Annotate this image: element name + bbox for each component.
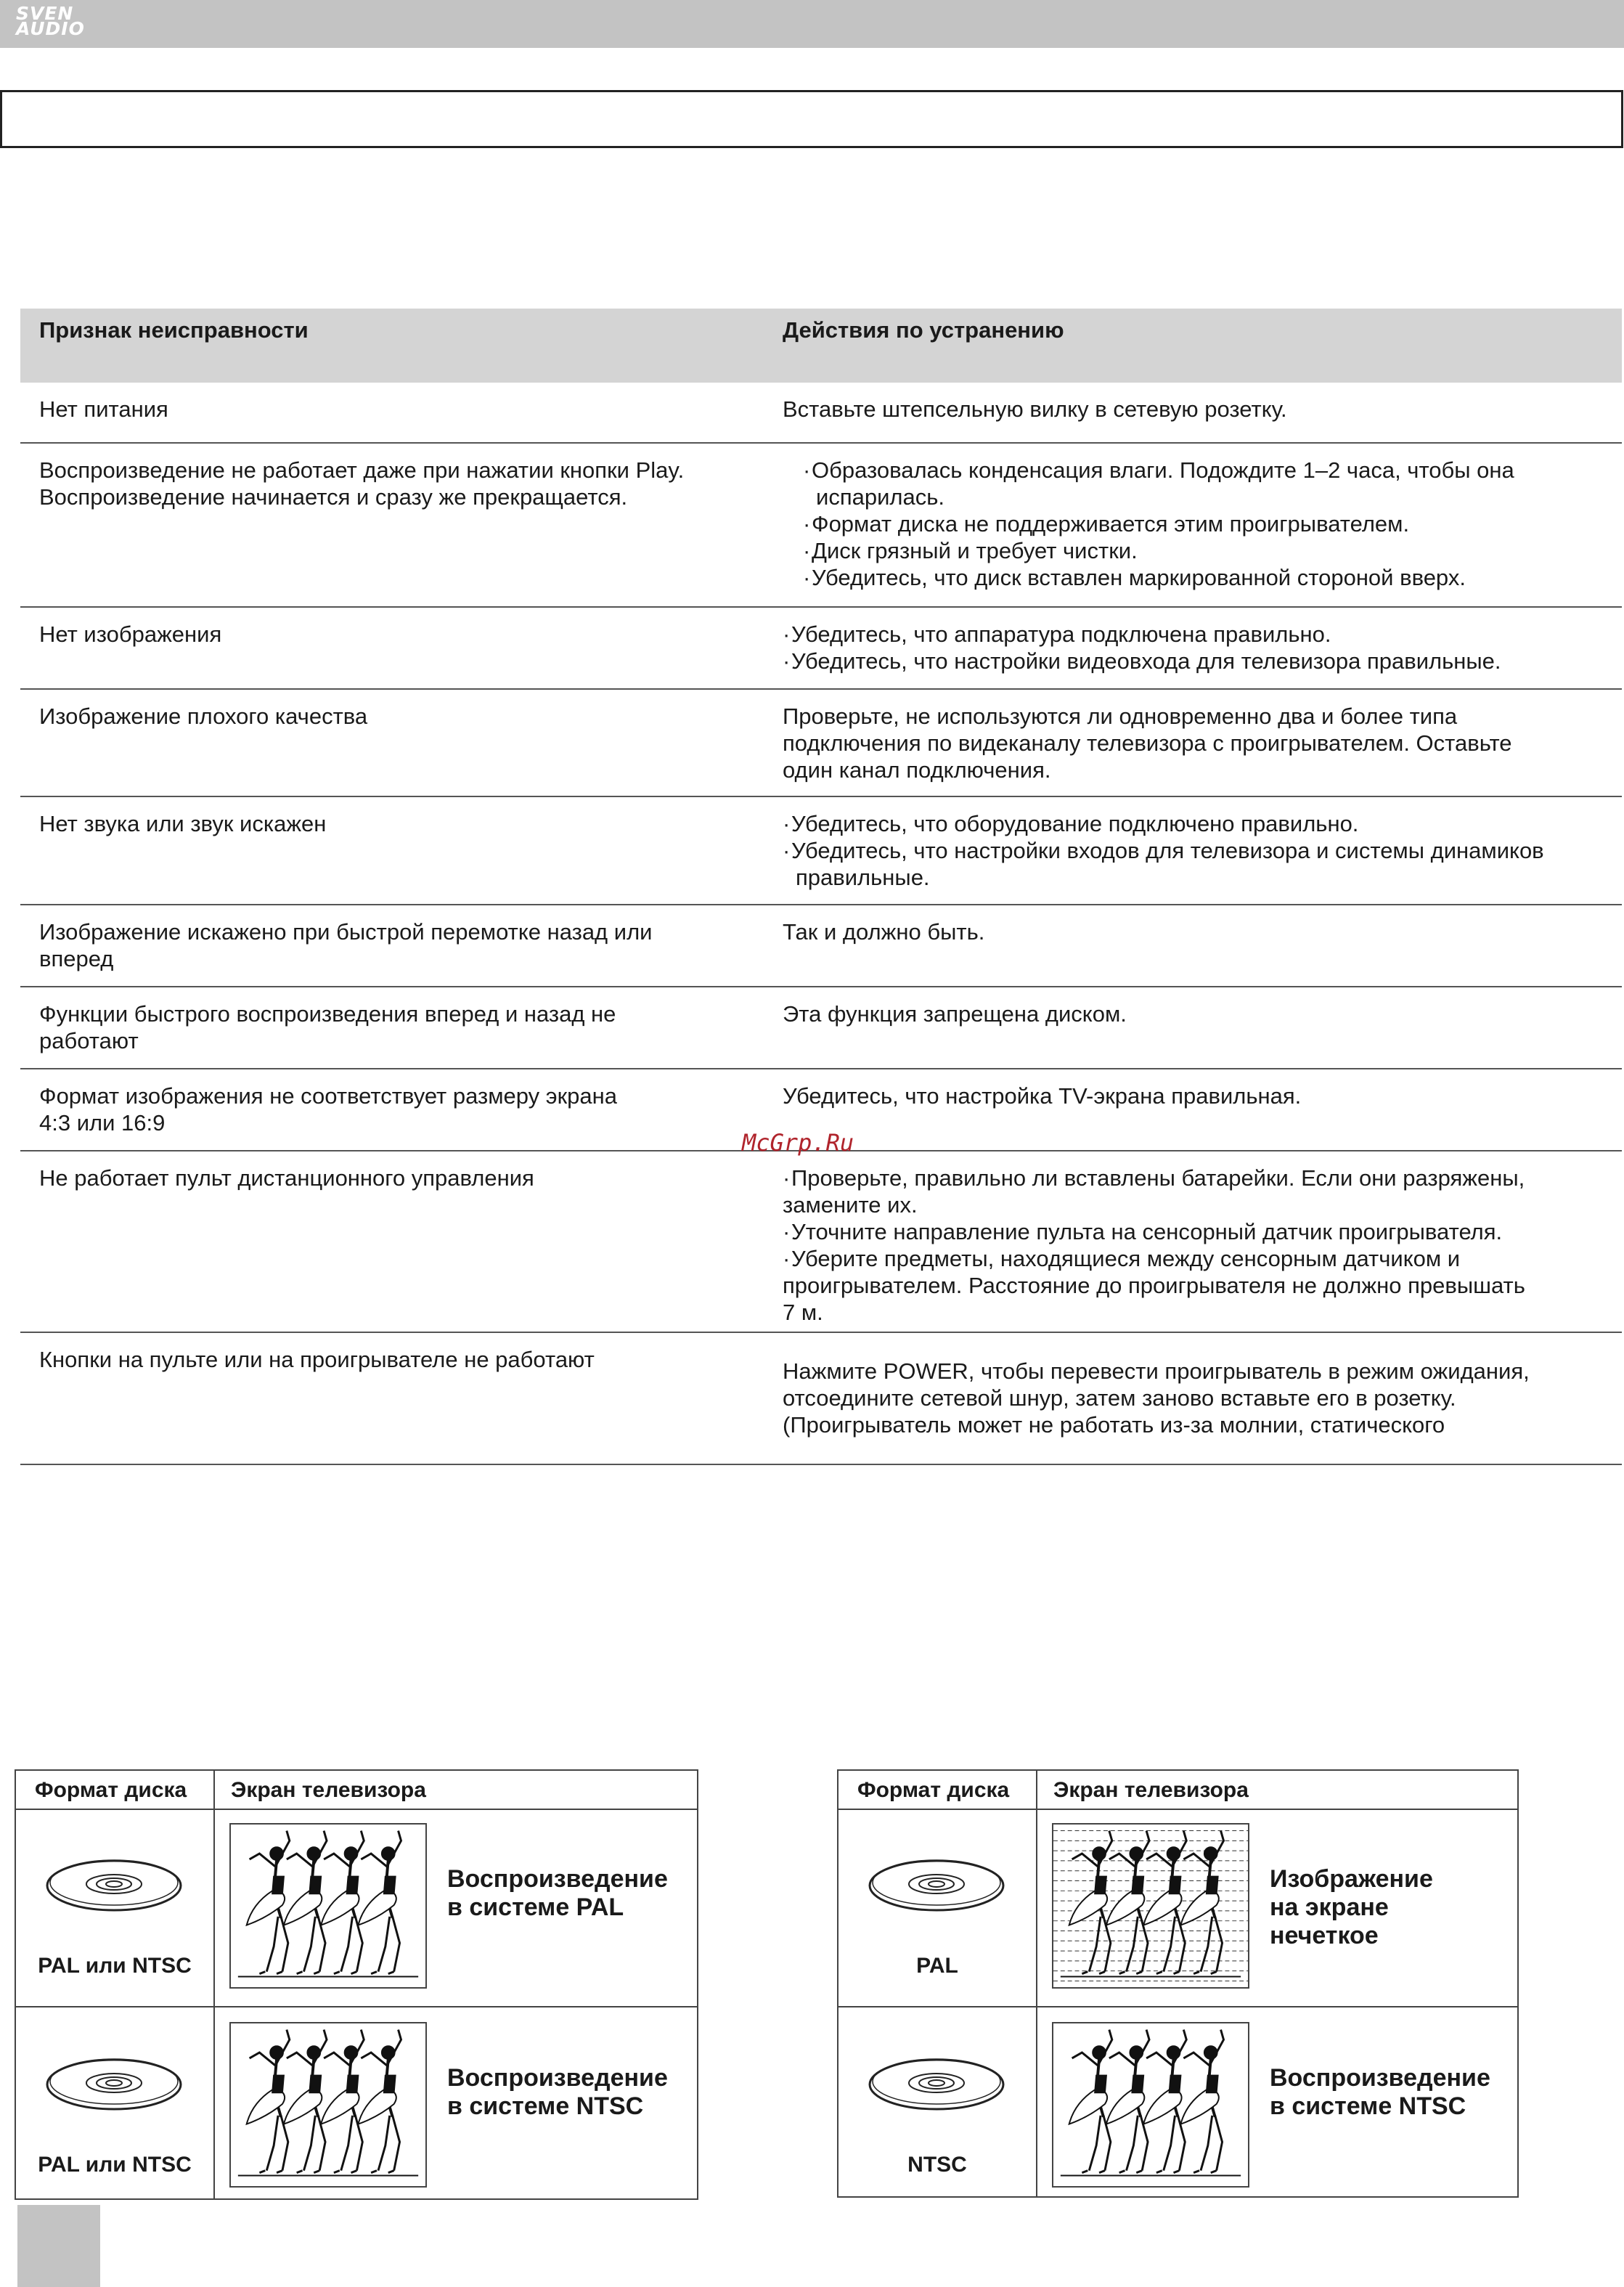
action-text [783,864,1624,891]
disc-icon [45,1855,183,1917]
symptom-cell [39,1165,758,1191]
action-line: проигрывателем. Расстояние до проигрывателя не должно превышать [783,1273,1525,1298]
symptom-text: Кнопки на пульте или на проигрывателе не работают [39,1347,595,1372]
action-line: Диск грязный и требует чистки. [812,538,1138,563]
bullet-icon: · [783,648,791,674]
action-line: Так и должно быть. [783,919,985,945]
playback-result [447,2064,668,2121]
playback-result [1270,2064,1490,2121]
action-text [783,621,1624,648]
action-line: испарилась. [816,484,944,510]
action-text [783,396,1624,423]
bullet-icon: · [783,838,791,863]
action-cell [783,810,1624,891]
symptom-text: Не работает пульт дистанционного управления [39,1165,534,1191]
action-line: замените их. [783,1192,918,1218]
action-text [783,648,1624,674]
symptom-cell [39,703,758,730]
result-line: в системе PAL [447,1893,624,1921]
disc-icon [868,1855,1005,1917]
action-cell [783,621,1624,674]
result-line: Воспроизведение [447,2064,668,2092]
table-row [20,383,1622,444]
action-cell [783,703,1624,783]
action-line: Уберите предметы, находящиеся между сенсорным датчиком и [791,1246,1461,1271]
col-tv-screen: Экран телевизора [231,1778,426,1802]
table-row [20,444,1622,608]
result-line: в системе NTSC [447,2092,644,2120]
action-text [803,510,1624,537]
bullet-icon: · [783,621,791,647]
bullet-icon: · [803,511,811,537]
action-line: правильные. [796,865,930,890]
action-line: подключения по видеканалу телевизора с проигрывателем. Оставьте [783,730,1512,756]
action-line: Убедитесь, что аппаратура подключена правильно. [791,621,1331,647]
sven-audio-logo: SVEN AUDIO [16,3,85,39]
disc-format-label: PAL или NTSC [38,2153,192,2177]
action-cell [783,1083,1624,1109]
action-cell [783,1358,1624,1438]
action-text [783,810,1624,837]
symptom-text: вперед [39,946,114,971]
action-text [783,1411,1624,1438]
action-line: Формат диска не поддерживается этим проигрывателем. [812,511,1410,537]
action-line: Нажмите POWER, чтобы перевести проигрыватель в режим ожидания, [783,1358,1530,1384]
action-line: Вставьте штепсельную вилку в сетевую розетку. [783,396,1287,422]
tv-screen-picture [229,1823,427,1989]
bullet-icon: · [783,1165,791,1191]
bullet-icon: · [803,457,811,483]
symptom-text: Формат изображения не соответствует размеру экрана [39,1083,617,1109]
disc-icon [45,2054,183,2116]
disc-format-label: PAL [916,1954,958,1978]
tv-screen-picture [1052,2022,1249,2188]
table-row [20,1333,1622,1465]
format-table-header [16,1771,697,1810]
action-line: Уточните направление пульта на сенсорный датчик проигрывателя. [791,1219,1503,1244]
playback-result [447,1865,668,1922]
action-line: Убедитесь, что настройка TV-экрана правильная. [783,1083,1302,1109]
action-line: Убедитесь, что настройки видеовхода для телевизора правильные. [791,648,1501,674]
symptom-text: работают [39,1028,139,1053]
symptom-text: Нет питания [39,396,168,422]
table-header [20,309,1622,383]
action-text [783,1245,1624,1272]
symptom-text: Нет звука или звук искажен [39,811,327,836]
result-line: на экране [1270,1893,1389,1921]
action-text [803,457,1624,484]
header-action: Действия по устранению [783,317,1064,343]
action-line: Образовалась конденсация влаги. Подождите 1–2 часа, чтобы она [812,457,1514,483]
symptom-cell [39,810,758,837]
action-text [783,1272,1624,1299]
table-row [20,905,1622,987]
table-row [20,1151,1622,1333]
section-title-box [0,90,1623,148]
symptom-cell [39,1083,758,1136]
action-text [783,1358,1624,1385]
action-text [783,918,1624,945]
action-text [783,730,1624,757]
result-line: Воспроизведение [1270,2064,1490,2092]
symptom-text: Функции быстрого воспроизведения вперед и назад не [39,1001,616,1027]
watermark: McGrp.Ru [742,1129,854,1157]
action-line: 7 м. [783,1300,823,1325]
action-text [783,757,1624,783]
action-line: Проверьте, правильно ли вставлены батарейки. Если они разряжены, [791,1165,1525,1191]
action-text [783,1165,1624,1191]
bullet-icon: · [803,565,811,590]
action-line: Эта функция запрещена диском. [783,1001,1127,1027]
tv-screen-picture [1052,1823,1249,1989]
action-text [783,1218,1624,1245]
action-text [783,1385,1624,1411]
bullet-icon: · [803,538,811,563]
action-text [803,537,1624,564]
format-table-left [15,1769,698,2200]
action-text [783,1083,1624,1109]
action-cell [783,1165,1624,1326]
page-number-box [17,2205,100,2287]
action-text [783,837,1624,864]
action-cell [783,1000,1624,1027]
action-line: Убедитесь, что оборудование подключено правильно. [791,811,1359,836]
action-cell [803,457,1624,591]
symptom-cell [39,621,758,648]
symptom-text: Нет изображения [39,621,222,647]
table-row [20,987,1622,1069]
result-line: в системе NTSC [1270,2092,1466,2120]
action-cell [783,918,1624,945]
action-text [803,484,1624,510]
table-row [20,797,1622,905]
symptom-text: Изображение искажено при быстрой перемотке назад или [39,919,653,945]
symptom-cell [39,457,758,510]
symptom-text: Изображение плохого качества [39,704,368,729]
bullet-icon: · [783,811,791,836]
action-text [783,1299,1624,1326]
troubleshooting-table [20,309,1622,1465]
symptom-cell [39,918,758,972]
col-tv-screen: Экран телевизора [1053,1778,1249,1802]
action-cell [783,396,1624,423]
action-text [783,1000,1624,1027]
tv-screen-picture [229,2022,427,2188]
action-line: один канал подключения. [783,757,1051,783]
col-disc-format: Формат диска [35,1778,187,1802]
action-text [783,1191,1624,1218]
action-line: отсоедините сетевой шнур, затем заново вставьте его в розетку. [783,1385,1456,1411]
result-line: Изображение [1270,1865,1433,1893]
action-line: Убедитесь, что настройки входов для телевизора и системы динамиков [791,838,1544,863]
bullet-icon: · [783,1219,791,1244]
action-line: Убедитесь, что диск вставлен маркированной стороной вверх. [812,565,1466,590]
playback-result [1270,1865,1433,1950]
top-bar [0,0,1624,48]
symptom-text: 4:3 или 16:9 [39,1110,166,1136]
result-line: нечеткое [1270,1922,1379,1949]
symptom-text: Воспроизведение не работает даже при нажатии кнопки Play. [39,457,685,483]
format-table-header [838,1771,1517,1810]
disc-format-label: PAL или NTSC [38,1954,192,1978]
format-table-right [837,1769,1519,2198]
action-text [803,564,1624,591]
symptom-cell [39,1000,758,1054]
table-row [20,608,1622,690]
disc-icon [868,2054,1005,2116]
symptom-cell [39,1346,758,1373]
symptom-text: Воспроизведение начинается и сразу же прекращается. [39,484,628,510]
symptom-cell [39,396,758,423]
result-line: Воспроизведение [447,1865,668,1893]
disc-format-label: NTSC [907,2153,967,2177]
action-line: (Проигрыватель может не работать из-за молнии, статического [783,1412,1445,1438]
header-symptom: Признак неисправности [39,317,309,343]
action-line: Проверьте, не используются ли одновременно два и более типа [783,704,1458,729]
action-text [783,703,1624,730]
bullet-icon: · [783,1246,791,1271]
table-row [20,690,1622,797]
col-disc-format: Формат диска [857,1778,1010,1802]
